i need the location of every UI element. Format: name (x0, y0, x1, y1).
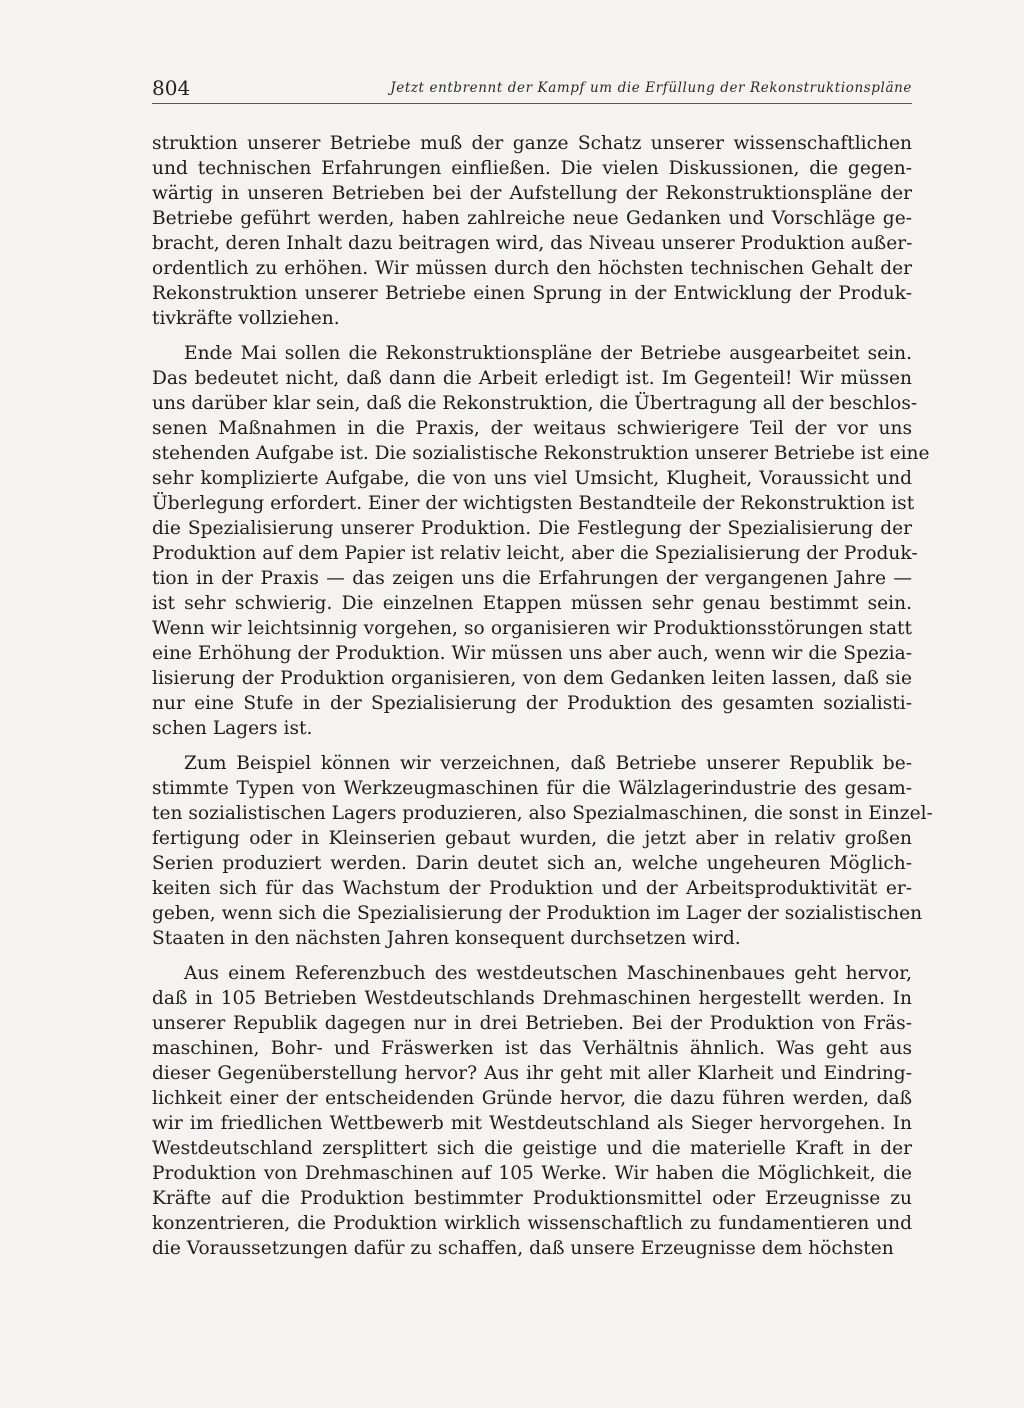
running-header (152, 76, 912, 100)
text-line: Serien produziert werden. Darin deutet sich an, welche ungeheuren Möglich- (152, 853, 912, 874)
page-number: 804 (152, 76, 191, 100)
header-rule (152, 103, 912, 104)
text-line: stehenden Aufgabe ist. Die sozialistische Rekonstruktion unserer Betriebe ist eine (152, 443, 930, 464)
text-line: Betriebe geführt werden, haben zahlreiche neue Gedanken und Vorschläge ge- (152, 208, 912, 229)
text-line: fertigung oder in Kleinserien gebaut wurden, die jetzt aber in relativ großen (152, 828, 912, 849)
text-line: sehr komplizierte Aufgabe, die von uns viel Umsicht, Klugheit, Voraussicht und (152, 468, 912, 489)
text-line: Rekonstruktion unserer Betriebe einen Sprung in der Entwicklung der Produk- (152, 283, 912, 304)
text-line: Kräfte auf die Produktion bestimmter Produktionsmittel oder Erzeugnisse zu (152, 1188, 912, 1209)
text-line: bracht, deren Inhalt dazu beitragen wird, das Niveau unserer Produktion außer- (152, 233, 913, 254)
text-line: Das bedeutet nicht, daß dann die Arbeit erledigt ist. Im Gegenteil! Wir müssen (152, 368, 912, 389)
text-line: maschinen, Bohr- und Fräswerken ist das Verhältnis ähnlich. Was geht aus (152, 1038, 912, 1059)
running-title: Jetzt entbrennt der Kampf um die Erfüllung der Rekonstruktionspläne (390, 80, 912, 96)
text-line: unserer Republik dagegen nur in drei Betrieben. Bei der Produktion von Fräs- (152, 1013, 912, 1034)
text-line: ordentlich zu erhöhen. Wir müssen durch den höchsten technischen Gehalt der (152, 258, 912, 279)
text-line: lichkeit einer der entscheidenden Gründe hervor, die dazu führen werden, daß (152, 1088, 912, 1109)
text-line: Überlegung erfordert. Einer der wichtigsten Bestandteile der Rekonstruktion ist (152, 493, 915, 514)
text-line: Westdeutschland zersplittert sich die geistige und die materielle Kraft in der (152, 1138, 912, 1159)
text-line: tion in der Praxis — das zeigen uns die Erfahrungen der vergangenen Jahre — (152, 568, 912, 589)
text-line: Produktion auf dem Papier ist relativ leicht, aber die Spezialisierung der Produk- (152, 543, 918, 564)
text-line: wärtig in unseren Betrieben bei der Aufstellung der Rekonstruktionspläne der (152, 183, 912, 204)
text-line: Wenn wir leichtsinnig vorgehen, so organisieren wir Produktionsstörungen statt (152, 618, 912, 639)
text-line: geben, wenn sich die Spezialisierung der Produktion im Lager der sozialistischen (152, 903, 923, 924)
text-line: dieser Gegenüberstellung hervor? Aus ihr geht mit aller Klarheit und Eindring- (152, 1063, 912, 1084)
text-line: die Spezialisierung unserer Produktion. Die Festlegung der Spezialisierung der (152, 518, 912, 539)
text-line: eine Erhöhung der Produktion. Wir müssen uns aber auch, wenn wir die Spezia- (152, 643, 912, 664)
text-line: keiten sich für das Wachstum der Produktion und der Arbeitsproduktivität er- (152, 878, 912, 899)
text-line: die Voraussetzungen dafür zu schaffen, daß unsere Erzeugnisse dem höchsten (152, 1238, 894, 1259)
text-line: Zum Beispiel können wir verzeichnen, daß Betriebe unserer Republik be- (184, 753, 912, 774)
text-line: nur eine Stufe in der Spezialisierung der Produktion des gesamten sozialisti- (152, 693, 912, 714)
paragraph (152, 961, 912, 1261)
text-line: Staaten in den nächsten Jahren konsequent durchsetzen wird. (152, 928, 741, 949)
text-line: Produktion von Drehmaschinen auf 105 Werke. Wir haben die Möglichkeit, die (152, 1163, 912, 1184)
text-line: ist sehr schwierig. Die einzelnen Etappen müssen sehr genau bestimmt sein. (152, 593, 912, 614)
text-line: ten sozialistischen Lagers produzieren, also Spezialmaschinen, die sonst in Einzel- (152, 803, 933, 824)
text-line: konzentrieren, die Produktion wirklich wissenschaftlich zu fundamentieren und (152, 1213, 912, 1234)
text-line: und technischen Erfahrungen einfließen. Die vielen Diskussionen, die gegen- (152, 158, 912, 179)
text-line: daß in 105 Betrieben Westdeutschlands Drehmaschinen hergestellt werden. In (152, 988, 912, 1009)
paragraph (152, 131, 912, 331)
text-line: stimmte Typen von Werkzeugmaschinen für die Wälzlagerindustrie des gesam- (152, 778, 912, 799)
text-line: wir im friedlichen Wettbewerb mit Westdeutschland als Sieger hervorgehen. In (152, 1113, 912, 1134)
paragraph (152, 341, 930, 741)
body-text (152, 131, 933, 1271)
text-line: struktion unserer Betriebe muß der ganze Schatz unserer wissenschaftlichen (152, 133, 912, 154)
text-line: lisierung der Produktion organisieren, von dem Gedanken leiten lassen, daß sie (152, 668, 912, 689)
text-line: tivkräfte vollziehen. (152, 308, 340, 329)
paragraph (152, 751, 933, 951)
text-line: uns darüber klar sein, daß die Rekonstruktion, die Übertragung all der beschlos- (152, 393, 918, 414)
text-line: schen Lagers ist. (152, 718, 313, 739)
text-line: Ende Mai sollen die Rekonstruktionspläne der Betriebe ausgearbeitet sein. (184, 343, 912, 364)
text-line: Aus einem Referenzbuch des westdeutschen Maschinenbaues geht hervor, (184, 963, 912, 984)
text-line: senen Maßnahmen in die Praxis, der weitaus schwierigere Teil der vor uns (152, 418, 912, 439)
